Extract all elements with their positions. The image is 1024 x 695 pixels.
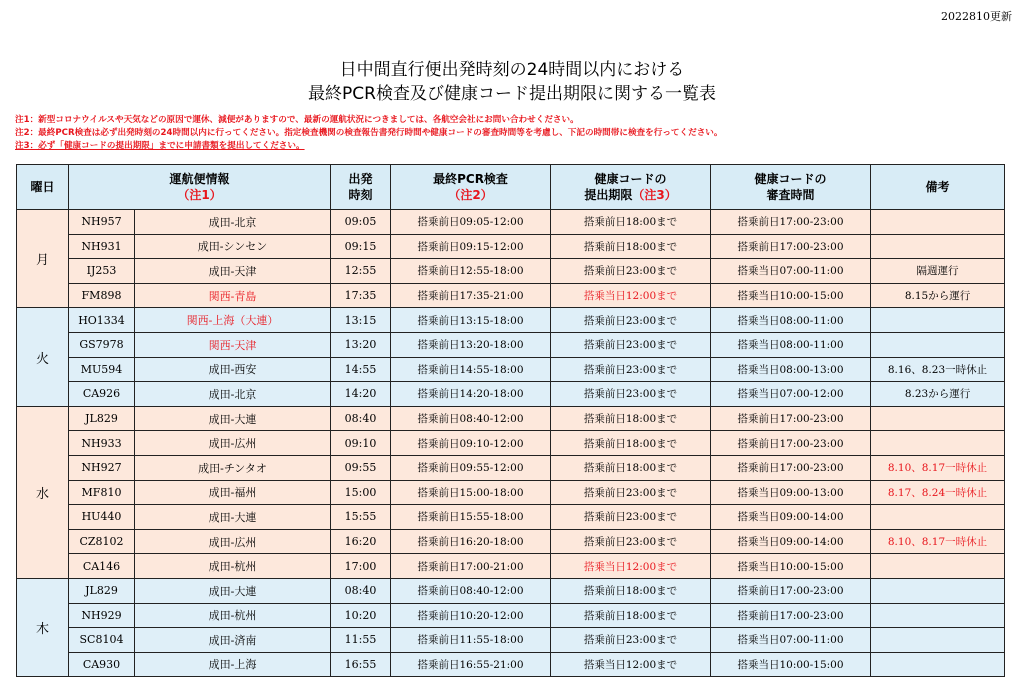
remark-cell bbox=[871, 210, 1005, 235]
flight-number-cell: CA146 bbox=[69, 554, 135, 579]
pcr-window-cell: 搭乗前日15:00-18:00 bbox=[391, 480, 551, 505]
pcr-window-cell: 搭乗前日08:40-12:00 bbox=[391, 406, 551, 431]
pcr-window-cell: 搭乗前日08:40-12:00 bbox=[391, 578, 551, 603]
flight-number-cell: NH929 bbox=[69, 603, 135, 628]
remark-cell: 8.17、8.24一時休止 bbox=[871, 480, 1005, 505]
departure-time-cell: 08:40 bbox=[331, 406, 391, 431]
note-3: 注3：必ず「健康コードの提出期限」までに申請書類を提出してください。 bbox=[15, 141, 305, 151]
pcr-window-cell: 搭乗前日09:05-12:00 bbox=[391, 210, 551, 235]
flight-number-cell: GS7978 bbox=[69, 332, 135, 357]
code-deadline-cell: 搭乗前日18:00まで bbox=[551, 455, 711, 480]
review-time-cell: 搭乗当日07:00-11:00 bbox=[711, 259, 871, 284]
pcr-window-cell: 搭乗前日14:55-18:00 bbox=[391, 357, 551, 382]
route-cell: 成田-チンタオ bbox=[135, 455, 331, 480]
review-time-cell: 搭乗当日08:00-13:00 bbox=[711, 357, 871, 382]
remark-cell: 8.15から運行 bbox=[871, 283, 1005, 308]
remark-cell: 8.16、8.23一時休止 bbox=[871, 357, 1005, 382]
route-cell: 成田-杭州 bbox=[135, 554, 331, 579]
remark-cell bbox=[871, 234, 1005, 259]
departure-time-cell: 09:05 bbox=[331, 210, 391, 235]
table-row bbox=[17, 357, 1005, 382]
route-cell: 成田-北京 bbox=[135, 382, 331, 407]
table-header bbox=[17, 165, 1005, 210]
note-2: 注2：最終PCR検査は必ず出発時刻の24時間以内に行ってください。指定検査機関の検査報告書発行時間や健康コードの審査時間等を考慮し、下記の時間帯に検査を行ってください。 bbox=[15, 128, 723, 138]
route-cell: 成田-大連 bbox=[135, 406, 331, 431]
code-deadline-cell: 搭乗前日18:00まで bbox=[551, 234, 711, 259]
table-row bbox=[17, 406, 1005, 431]
flight-number-cell: CZ8102 bbox=[69, 529, 135, 554]
pcr-window-cell: 搭乗前日13:20-18:00 bbox=[391, 332, 551, 357]
review-time-cell: 搭乗前日17:00-23:00 bbox=[711, 234, 871, 259]
header-review bbox=[711, 165, 871, 210]
flight-number-cell: JL829 bbox=[69, 578, 135, 603]
header-departure-line2: 時刻 bbox=[348, 188, 373, 202]
table-row bbox=[17, 308, 1005, 333]
table-row bbox=[17, 652, 1005, 677]
departure-time-cell: 13:15 bbox=[331, 308, 391, 333]
header-code-deadline-line2 bbox=[551, 187, 710, 203]
code-deadline-cell: 搭乗当日12:00まで bbox=[551, 283, 711, 308]
review-time-cell: 搭乗当日09:00-13:00 bbox=[711, 480, 871, 505]
code-deadline-cell: 搭乗前日23:00まで bbox=[551, 505, 711, 530]
pcr-window-cell: 搭乗前日16:20-18:00 bbox=[391, 529, 551, 554]
pcr-window-cell: 搭乗前日12:55-18:00 bbox=[391, 259, 551, 284]
departure-time-cell: 16:55 bbox=[331, 652, 391, 677]
pcr-window-cell: 搭乗前日11:55-18:00 bbox=[391, 628, 551, 653]
header-code-deadline-note: （注3） bbox=[632, 188, 677, 202]
review-time-cell: 搭乗前日17:00-23:00 bbox=[711, 210, 871, 235]
flight-number-cell: JL829 bbox=[69, 406, 135, 431]
header-departure-line1: 出発 bbox=[348, 172, 373, 186]
code-deadline-cell: 搭乗前日18:00まで bbox=[551, 578, 711, 603]
code-deadline-cell: 搭乗前日23:00まで bbox=[551, 529, 711, 554]
header-departure bbox=[331, 165, 391, 210]
pcr-window-cell: 搭乗前日09:55-12:00 bbox=[391, 455, 551, 480]
header-code-deadline-label: 提出期限 bbox=[584, 188, 633, 202]
header-flight-label: 運航便情報 bbox=[169, 172, 230, 186]
departure-time-cell: 14:20 bbox=[331, 382, 391, 407]
code-deadline-cell: 搭乗前日23:00まで bbox=[551, 308, 711, 333]
flight-number-cell: MU594 bbox=[69, 357, 135, 382]
updated-date: 2022810更新 bbox=[941, 10, 1012, 23]
remark-cell bbox=[871, 308, 1005, 333]
review-time-cell: 搭乗当日07:00-12:00 bbox=[711, 382, 871, 407]
pcr-window-cell: 搭乗前日10:20-12:00 bbox=[391, 603, 551, 628]
flight-number-cell: FM898 bbox=[69, 283, 135, 308]
remark-cell bbox=[871, 578, 1005, 603]
remark-cell bbox=[871, 406, 1005, 431]
header-review-line2: 審査時間 bbox=[766, 188, 815, 202]
code-deadline-cell: 搭乗当日12:00まで bbox=[551, 652, 711, 677]
flight-number-cell: HU440 bbox=[69, 505, 135, 530]
flight-number-cell: MF810 bbox=[69, 480, 135, 505]
departure-time-cell: 11:55 bbox=[331, 628, 391, 653]
table-row bbox=[17, 603, 1005, 628]
notes bbox=[15, 114, 722, 153]
flight-number-cell: SC8104 bbox=[69, 628, 135, 653]
code-deadline-cell: 搭乗前日23:00まで bbox=[551, 480, 711, 505]
header-day: 曜日 bbox=[17, 165, 69, 210]
review-time-cell: 搭乗前日17:00-23:00 bbox=[711, 455, 871, 480]
table-row bbox=[17, 554, 1005, 579]
header-code-deadline-line1: 健康コードの bbox=[594, 172, 667, 186]
review-time-cell: 搭乗当日09:00-14:00 bbox=[711, 505, 871, 530]
route-cell: 関西-上海（大連） bbox=[135, 308, 331, 333]
route-cell: 成田-杭州 bbox=[135, 603, 331, 628]
pcr-window-cell: 搭乗前日17:00-21:00 bbox=[391, 554, 551, 579]
review-time-cell: 搭乗前日17:00-23:00 bbox=[711, 578, 871, 603]
pcr-window-cell: 搭乗前日09:15-12:00 bbox=[391, 234, 551, 259]
page-title bbox=[0, 58, 1024, 106]
remark-cell bbox=[871, 652, 1005, 677]
table-row bbox=[17, 283, 1005, 308]
departure-time-cell: 10:20 bbox=[331, 603, 391, 628]
code-deadline-cell: 搭乗前日23:00まで bbox=[551, 259, 711, 284]
route-cell: 成田-広州 bbox=[135, 431, 331, 456]
flight-number-cell: CA926 bbox=[69, 382, 135, 407]
pcr-window-cell: 搭乗前日15:55-18:00 bbox=[391, 505, 551, 530]
departure-time-cell: 17:00 bbox=[331, 554, 391, 579]
remark-cell bbox=[871, 554, 1005, 579]
code-deadline-cell: 搭乗前日23:00まで bbox=[551, 628, 711, 653]
route-cell: 成田-大連 bbox=[135, 505, 331, 530]
pcr-window-cell: 搭乗前日17:35-21:00 bbox=[391, 283, 551, 308]
day-cell: 木 bbox=[17, 578, 69, 676]
flight-number-cell: NH927 bbox=[69, 455, 135, 480]
code-deadline-cell: 搭乗前日23:00まで bbox=[551, 357, 711, 382]
code-deadline-cell: 搭乗前日18:00まで bbox=[551, 431, 711, 456]
code-deadline-cell: 搭乗前日18:00まで bbox=[551, 406, 711, 431]
note-1: 注1：新型コロナウイルスや天気などの原因で運休、減便がありますので、最新の運航状況につきましては、各航空会社にお問い合わせください。 bbox=[15, 115, 579, 125]
table-row bbox=[17, 382, 1005, 407]
header-flight-note: （注1） bbox=[177, 188, 222, 202]
remark-cell bbox=[871, 332, 1005, 357]
flight-number-cell: CA930 bbox=[69, 652, 135, 677]
remark-cell bbox=[871, 603, 1005, 628]
review-time-cell: 搭乗当日07:00-11:00 bbox=[711, 628, 871, 653]
header-pcr-label: 最終PCR検査 bbox=[433, 172, 508, 186]
header-pcr bbox=[391, 165, 551, 210]
route-cell: 成田-北京 bbox=[135, 210, 331, 235]
review-time-cell: 搭乗前日17:00-23:00 bbox=[711, 603, 871, 628]
route-cell: 成田-シンセン bbox=[135, 234, 331, 259]
flight-number-cell: NH933 bbox=[69, 431, 135, 456]
departure-time-cell: 09:55 bbox=[331, 455, 391, 480]
route-cell: 関西-青島 bbox=[135, 283, 331, 308]
pcr-window-cell: 搭乗前日14:20-18:00 bbox=[391, 382, 551, 407]
remark-cell bbox=[871, 505, 1005, 530]
table-row bbox=[17, 431, 1005, 456]
remark-cell: 8.23から運行 bbox=[871, 382, 1005, 407]
departure-time-cell: 17:35 bbox=[331, 283, 391, 308]
flight-number-cell: NH931 bbox=[69, 234, 135, 259]
header-remarks: 備考 bbox=[871, 165, 1005, 210]
departure-time-cell: 15:00 bbox=[331, 480, 391, 505]
remark-cell bbox=[871, 628, 1005, 653]
departure-time-cell: 08:40 bbox=[331, 578, 391, 603]
header-pcr-note: （注2） bbox=[448, 188, 493, 202]
table-row bbox=[17, 505, 1005, 530]
flight-number-cell: HO1334 bbox=[69, 308, 135, 333]
review-time-cell: 搭乗当日10:00-15:00 bbox=[711, 652, 871, 677]
code-deadline-cell: 搭乗前日18:00まで bbox=[551, 210, 711, 235]
route-cell: 成田-西安 bbox=[135, 357, 331, 382]
header-code-deadline bbox=[551, 165, 711, 210]
route-cell: 関西-天津 bbox=[135, 332, 331, 357]
table-row bbox=[17, 480, 1005, 505]
pcr-window-cell: 搭乗前日16:55-21:00 bbox=[391, 652, 551, 677]
code-deadline-cell: 搭乗前日23:00まで bbox=[551, 382, 711, 407]
header-flight bbox=[69, 165, 331, 210]
flight-number-cell: NH957 bbox=[69, 210, 135, 235]
departure-time-cell: 14:55 bbox=[331, 357, 391, 382]
remark-cell bbox=[871, 431, 1005, 456]
review-time-cell: 搭乗当日08:00-11:00 bbox=[711, 332, 871, 357]
code-deadline-cell: 搭乗当日12:00まで bbox=[551, 554, 711, 579]
review-time-cell: 搭乗当日10:00-15:00 bbox=[711, 283, 871, 308]
departure-time-cell: 15:55 bbox=[331, 505, 391, 530]
table-row bbox=[17, 628, 1005, 653]
departure-time-cell: 16:20 bbox=[331, 529, 391, 554]
pcr-window-cell: 搭乗前日13:15-18:00 bbox=[391, 308, 551, 333]
remark-cell: 8.10、8.17一時休止 bbox=[871, 529, 1005, 554]
table-row bbox=[17, 259, 1005, 284]
route-cell: 成田-上海 bbox=[135, 652, 331, 677]
pcr-window-cell: 搭乗前日09:10-12:00 bbox=[391, 431, 551, 456]
title-line-2: 最終PCR検査及び健康コード提出期限に関する一覧表 bbox=[308, 84, 716, 104]
day-cell: 月 bbox=[17, 210, 69, 308]
departure-time-cell: 09:10 bbox=[331, 431, 391, 456]
departure-time-cell: 13:20 bbox=[331, 332, 391, 357]
title-line-1: 日中間直行便出発時刻の24時間以内における bbox=[339, 60, 685, 80]
route-cell: 成田-広州 bbox=[135, 529, 331, 554]
departure-time-cell: 09:15 bbox=[331, 234, 391, 259]
departure-time-cell: 12:55 bbox=[331, 259, 391, 284]
code-deadline-cell: 搭乗前日23:00まで bbox=[551, 332, 711, 357]
day-cell: 水 bbox=[17, 406, 69, 578]
remark-cell: 隔週運行 bbox=[871, 259, 1005, 284]
review-time-cell: 搭乗前日17:00-23:00 bbox=[711, 431, 871, 456]
review-time-cell: 搭乗前日17:00-23:00 bbox=[711, 406, 871, 431]
route-cell: 成田-天津 bbox=[135, 259, 331, 284]
review-time-cell: 搭乗当日10:00-15:00 bbox=[711, 554, 871, 579]
route-cell: 成田-福州 bbox=[135, 480, 331, 505]
remark-cell: 8.10、8.17一時休止 bbox=[871, 455, 1005, 480]
flight-number-cell: IJ253 bbox=[69, 259, 135, 284]
review-time-cell: 搭乗当日08:00-11:00 bbox=[711, 308, 871, 333]
table-row bbox=[17, 210, 1005, 235]
day-cell: 火 bbox=[17, 308, 69, 406]
table-row bbox=[17, 332, 1005, 357]
code-deadline-cell: 搭乗前日18:00まで bbox=[551, 603, 711, 628]
table-row bbox=[17, 234, 1005, 259]
table-row bbox=[17, 529, 1005, 554]
table-row bbox=[17, 578, 1005, 603]
route-cell: 成田-済南 bbox=[135, 628, 331, 653]
table-row bbox=[17, 455, 1005, 480]
review-time-cell: 搭乗当日09:00-14:00 bbox=[711, 529, 871, 554]
route-cell: 成田-大連 bbox=[135, 578, 331, 603]
flight-table bbox=[16, 164, 1005, 677]
header-review-line1: 健康コードの bbox=[754, 172, 827, 186]
